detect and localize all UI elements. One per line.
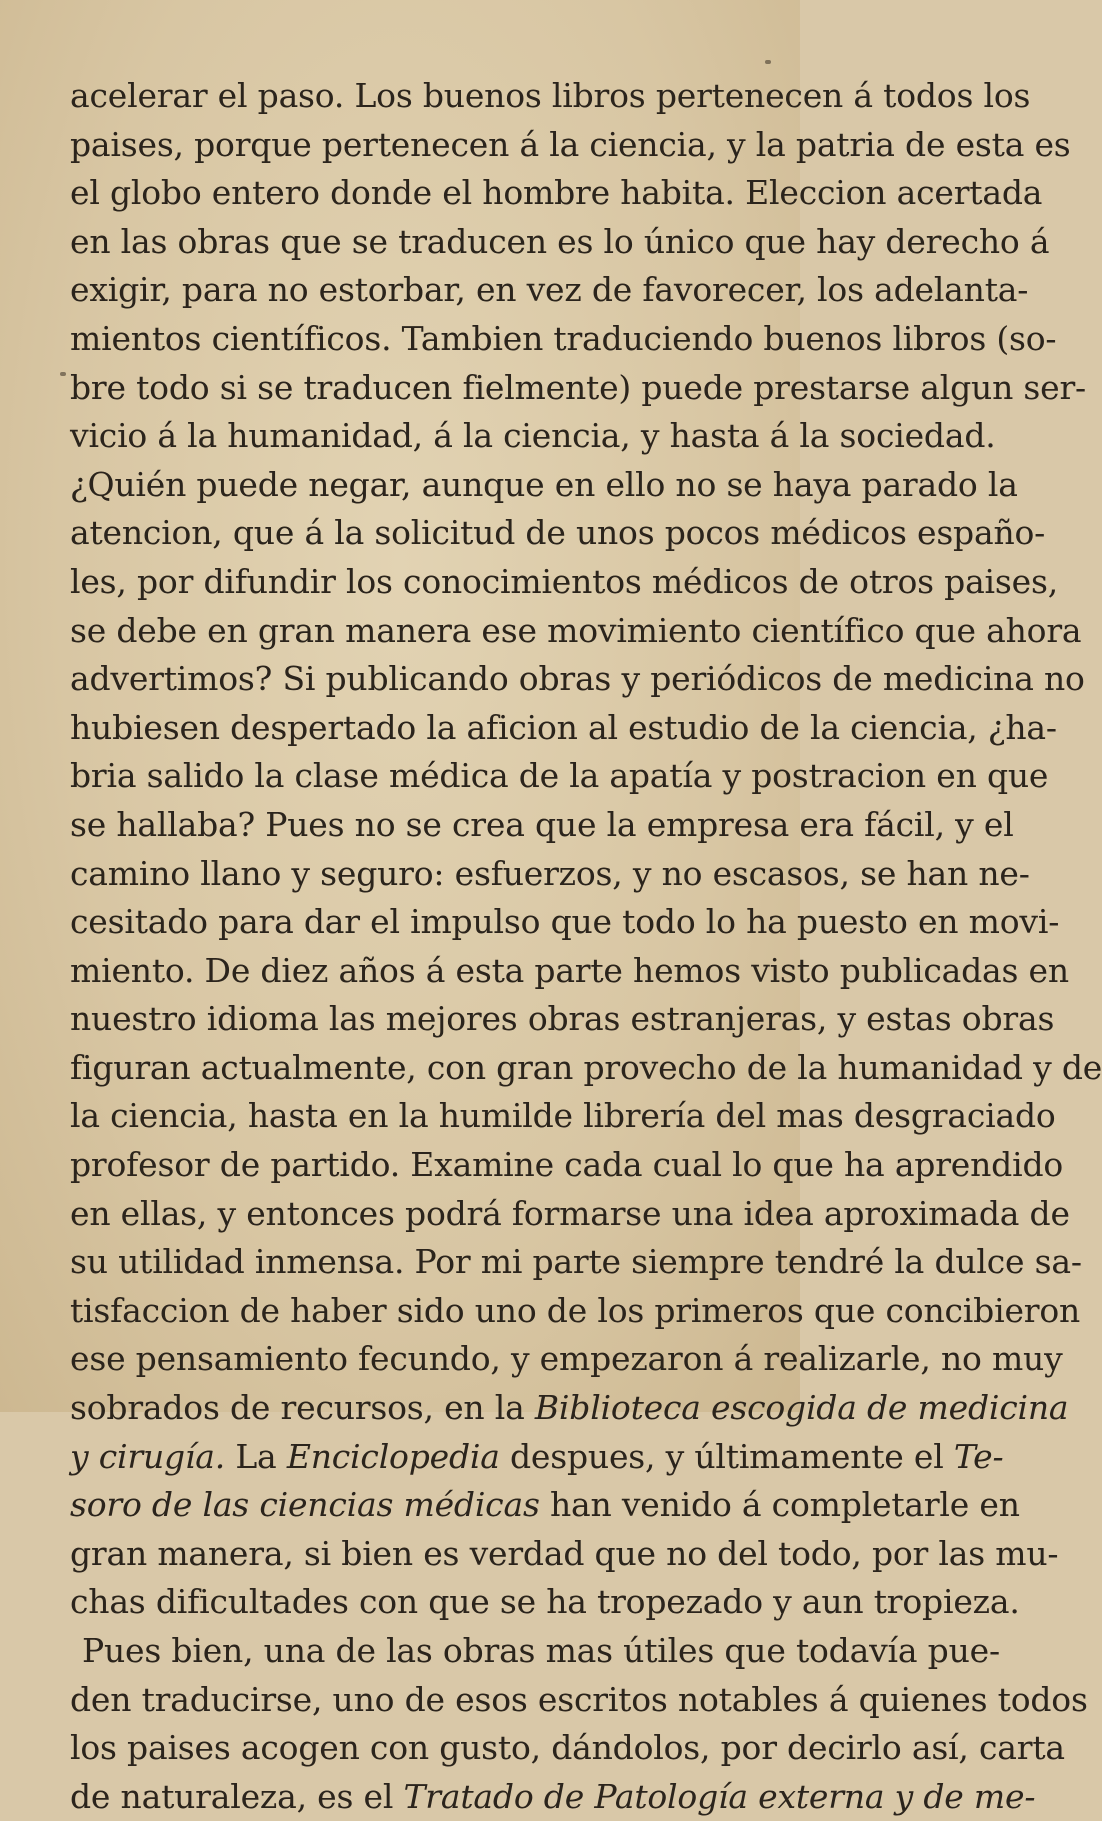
text-run: de naturaleza, es el [70,1776,404,1816]
text-line: se hallaba? Pues no se crea que la empresa era fácil, y el [70,804,1014,844]
text-line: bria salido la clase médica de la apatía y postracion en que [70,756,1049,796]
text-line: chas dificultades con que se ha tropezado y aun tropieza. [70,1582,1020,1622]
text-line: bre todo si se traducen fielmente) puede prestarse algun ser- [70,367,1087,407]
text-line [70,1433,1004,1482]
text-line: miento. De diez años á esta parte hemos visto publicadas en [70,950,1069,990]
text-line: vicio á la humanidad, á la ciencia, y hasta á la sociedad. [70,416,996,456]
text-line [70,1773,1036,1821]
text-line: acelerar el paso. Los buenos libros pertenecen á todos los [70,76,1031,115]
italic-title-run: soro de las ciencias médicas [70,1485,540,1525]
text-line: exigir, para no estorbar, en vez de favorecer, los adelanta- [70,270,1029,310]
scan-speck [60,372,66,376]
text-line: atencion, que á la solicitud de unos pocos médicos españo- [70,513,1046,553]
italic-title-run: Te- [953,1436,1004,1476]
text-line: Pues bien, una de las obras mas útiles que todavía pue- [82,1631,1000,1670]
text-line: gran manera, si bien es verdad que no del todo, por las mu- [70,1533,1059,1573]
text-run: La [225,1436,287,1476]
text-line: paises, porque pertenecen á la ciencia, y la patria de esta es [70,124,1071,164]
italic-title-run: Tratado de Patología externa y de me- [403,1776,1036,1816]
text-run: han venido á completarle en [539,1485,1020,1525]
italic-title-run: y cirugía. [70,1436,226,1476]
text-line [70,1384,1069,1433]
scan-speck [765,60,771,64]
text-line: se debe en gran manera ese movimiento científico que ahora [70,610,1082,650]
text-line [70,1481,1020,1530]
text-line: el globo entero donde el hombre habita. Eleccion acertada [70,173,1043,213]
text-line: den traducirse, uno de esos escritos notables á quienes todos [70,1679,1088,1719]
italic-title-run: Enciclopedia [286,1436,500,1476]
text-line: ese pensamiento fecundo, y empezaron á realizarle, no muy [70,1339,1063,1379]
text-line: nuestro idioma las mejores obras estranjeras, y estas obras [70,999,1055,1039]
text-line: cesitado para dar el impulso que todo lo ha puesto en movi- [70,902,1060,942]
text-line: profesor de partido. Examine cada cual lo que ha aprendido [70,1145,1064,1185]
text-line: en ellas, y entonces podrá formarse una idea aproximada de [70,1193,1070,1233]
italic-title-run: Biblioteca escogida de medicina [534,1388,1069,1428]
body-text [70,72,1102,1821]
text-line: les, por difundir los conocimientos médicos de otros paises, [70,561,1058,601]
text-line: ¿Quién puede negar, aunque en ello no se haya parado la [70,464,1018,504]
text-line: la ciencia, hasta en la humilde librería del mas desgraciado [70,1096,1056,1136]
text-line: su utilidad inmensa. Por mi parte siempre tendré la dulce sa- [70,1242,1082,1282]
text-line: los paises acogen con gusto, dándolos, por decirlo así, carta [70,1728,1065,1768]
text-line: tisfaccion de haber sido uno de los primeros que concibieron [70,1290,1081,1330]
text-run: despues, y últimamente el [499,1436,954,1476]
text-run: sobrados de recursos, en la [70,1388,535,1428]
text-line: advertimos? Si publicando obras y periódicos de medicina no [70,659,1085,699]
text-line: hubiesen despertado la aficion al estudio de la ciencia, ¿ha- [70,707,1057,747]
text-line: mientos científicos. Tambien traduciendo buenos libros (so- [70,318,1057,358]
text-line: figuran actualmente, con gran provecho de la humanidad y de [70,1047,1102,1087]
text-line: en las obras que se traducen es lo único que hay derecho á [70,221,1050,261]
text-line: camino llano y seguro: esfuerzos, y no escasos, se han ne- [70,853,1030,893]
